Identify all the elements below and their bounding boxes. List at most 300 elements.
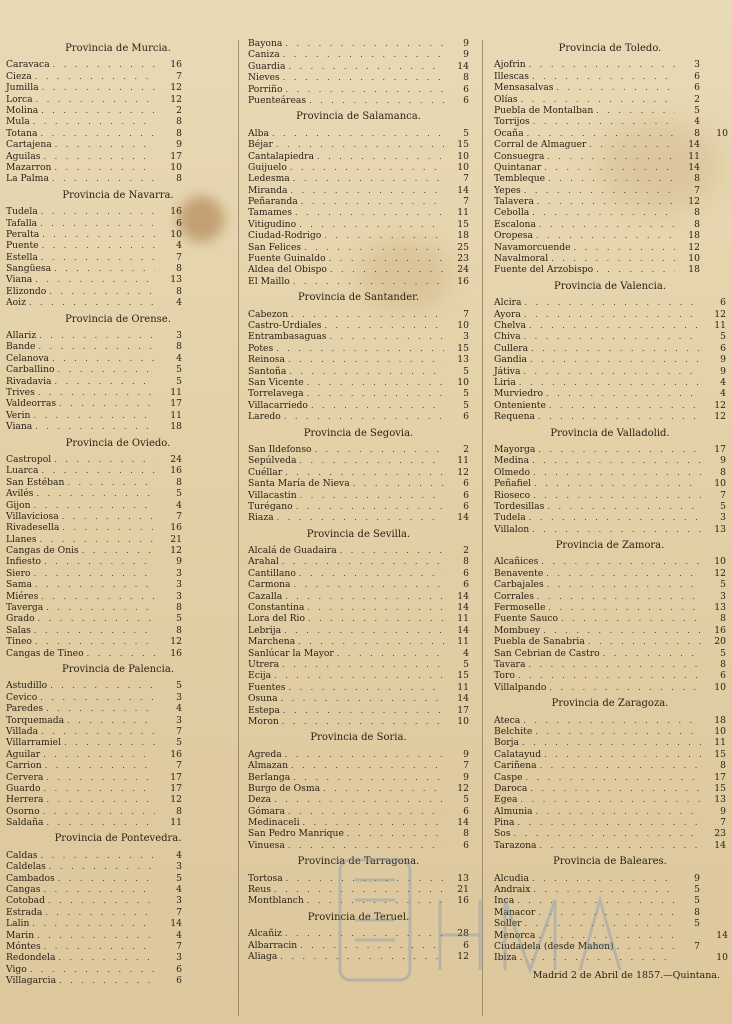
town-row bbox=[492, 501, 728, 512]
town-name: Liria bbox=[494, 376, 516, 388]
dot-leader bbox=[307, 602, 444, 613]
dot-leader bbox=[291, 309, 444, 320]
town-name: Guardo bbox=[6, 782, 41, 794]
distance-value: 4 bbox=[463, 647, 469, 659]
town-name: Tamames bbox=[248, 207, 292, 219]
town-row bbox=[246, 716, 471, 727]
town-row bbox=[4, 341, 232, 352]
town-row bbox=[4, 116, 232, 127]
distance-value: 15 bbox=[457, 342, 469, 354]
distance-value: 6 bbox=[694, 70, 700, 82]
dot-leader bbox=[44, 884, 156, 895]
dot-leader bbox=[523, 366, 701, 377]
dot-leader bbox=[603, 648, 701, 659]
town-name: Móntes bbox=[6, 941, 41, 952]
dot-leader bbox=[58, 873, 155, 884]
town-name: Toro bbox=[494, 670, 515, 682]
town-name: Gijon bbox=[6, 499, 31, 511]
town-row bbox=[492, 941, 728, 952]
town-name: Castro-Urdiales bbox=[248, 320, 322, 332]
province-section bbox=[492, 428, 728, 536]
province-section bbox=[246, 292, 471, 422]
town-name: Infiesto bbox=[6, 556, 42, 568]
distance-value: 6 bbox=[463, 839, 469, 851]
distance-value: 6 bbox=[463, 489, 469, 501]
town-row bbox=[246, 49, 471, 60]
town-row bbox=[4, 240, 232, 251]
town-name: Lalin bbox=[6, 918, 30, 930]
town-name: Tudela bbox=[494, 512, 526, 524]
dot-leader bbox=[272, 128, 444, 139]
town-row bbox=[4, 772, 232, 783]
town-name: Aliaga bbox=[248, 951, 278, 963]
town-row bbox=[246, 873, 471, 884]
distance-value: 8 bbox=[176, 116, 182, 128]
town-row bbox=[246, 556, 471, 567]
province-section bbox=[246, 111, 471, 287]
town-name: Saldaña bbox=[6, 817, 44, 829]
town-name: Estepa bbox=[248, 704, 280, 716]
province-heading: Provincia de Navarra. bbox=[62, 189, 174, 201]
town-row bbox=[492, 343, 728, 354]
dot-leader bbox=[543, 625, 701, 636]
distance-value: 14 bbox=[688, 161, 700, 173]
distance-value: 10 bbox=[714, 681, 726, 693]
province-section bbox=[4, 43, 232, 185]
town-name: Constantina bbox=[248, 602, 305, 614]
town-row bbox=[4, 918, 232, 929]
town-row bbox=[492, 444, 728, 455]
distance-value: 8 bbox=[694, 906, 700, 918]
town-name: San Cebrian de Castro bbox=[494, 647, 600, 659]
dot-leader bbox=[329, 331, 444, 342]
distance-value: 8 bbox=[720, 613, 726, 625]
town-row bbox=[4, 263, 232, 274]
town-row bbox=[246, 185, 471, 196]
dot-leader bbox=[544, 749, 701, 760]
town-name: Olmedo bbox=[494, 466, 531, 478]
town-row bbox=[4, 206, 232, 217]
column-right bbox=[492, 38, 728, 981]
town-row bbox=[492, 116, 728, 127]
town-row bbox=[4, 680, 232, 691]
town-name: Reinosa bbox=[248, 354, 285, 366]
distance-value: 4 bbox=[720, 376, 726, 388]
town-name: Carrion bbox=[6, 760, 42, 772]
province-section bbox=[4, 664, 232, 828]
town-row bbox=[492, 366, 728, 377]
dot-leader bbox=[283, 72, 444, 83]
town-row bbox=[492, 151, 728, 162]
dot-leader bbox=[47, 794, 155, 805]
town-row bbox=[4, 861, 232, 872]
dot-leader bbox=[530, 783, 701, 794]
town-name: Cotobad bbox=[6, 895, 46, 907]
town-row bbox=[246, 951, 471, 962]
distance-value: 3 bbox=[176, 861, 182, 873]
distance-value: 20 bbox=[714, 636, 726, 648]
distance-value: 12 bbox=[714, 411, 726, 423]
town-name: Sanlúcar la Mayor bbox=[248, 647, 334, 659]
town-name: San Ildefonso bbox=[248, 443, 312, 455]
dot-leader bbox=[548, 602, 701, 613]
town-row bbox=[492, 253, 728, 264]
town-row bbox=[492, 377, 728, 388]
town-row bbox=[246, 591, 471, 602]
distance-value: 5 bbox=[176, 364, 182, 376]
town-name: Villaviciosa bbox=[6, 510, 59, 522]
distance-value: 10 bbox=[170, 228, 182, 240]
distance-value: 14 bbox=[457, 512, 469, 524]
distance-value: 10 bbox=[457, 376, 469, 388]
town-name: Aguilas bbox=[6, 150, 41, 162]
dot-leader bbox=[536, 806, 701, 817]
town-row bbox=[246, 320, 471, 331]
distance-value: 11 bbox=[170, 817, 182, 829]
distance-value: 5 bbox=[463, 399, 469, 411]
town-row bbox=[492, 952, 728, 963]
dot-leader bbox=[532, 455, 701, 466]
dot-leader bbox=[41, 726, 155, 737]
distance-value: 5 bbox=[694, 104, 700, 116]
distance-value: 12 bbox=[170, 545, 182, 557]
dot-leader bbox=[288, 61, 444, 72]
dot-leader bbox=[64, 737, 155, 748]
extra-value: 10 bbox=[716, 127, 728, 139]
town-name: Burgo de Osma bbox=[248, 782, 321, 794]
town-row bbox=[492, 490, 728, 501]
dot-leader bbox=[518, 817, 701, 828]
distance-value: 6 bbox=[720, 297, 726, 309]
town-name: Murviedro bbox=[494, 388, 544, 400]
distance-value: 2 bbox=[463, 443, 469, 455]
town-row bbox=[4, 625, 232, 636]
town-name: Gómara bbox=[248, 805, 285, 817]
distance-value: 4 bbox=[176, 884, 182, 896]
town-row bbox=[246, 444, 471, 455]
town-name: Illescas bbox=[494, 70, 529, 82]
town-row bbox=[492, 783, 728, 794]
dot-leader bbox=[540, 760, 701, 771]
distance-value: 12 bbox=[688, 241, 700, 253]
dot-leader bbox=[46, 703, 155, 714]
town-name: Cullera bbox=[494, 342, 529, 354]
distance-value: 7 bbox=[463, 308, 469, 320]
distance-value: 7 bbox=[176, 725, 182, 737]
dot-leader bbox=[532, 71, 675, 82]
distance-value: 11 bbox=[457, 613, 469, 625]
distance-value: 18 bbox=[714, 714, 726, 726]
distance-value: 3 bbox=[694, 59, 700, 71]
town-name: Caravaca bbox=[6, 59, 50, 71]
town-row bbox=[246, 636, 471, 647]
dot-leader bbox=[531, 343, 701, 354]
distance-value: 10 bbox=[714, 725, 726, 737]
distance-value: 6 bbox=[463, 94, 469, 106]
town-name: Torrijos bbox=[494, 116, 530, 128]
province-section bbox=[246, 912, 471, 963]
town-row bbox=[246, 895, 471, 906]
town-name: Llanes bbox=[6, 533, 37, 545]
province-heading: Provincia de Zamora. bbox=[555, 540, 665, 552]
column-rule bbox=[482, 40, 483, 1016]
town-row bbox=[4, 613, 232, 624]
distance-value: 12 bbox=[714, 399, 726, 411]
town-row bbox=[492, 162, 728, 173]
town-name: Soller bbox=[494, 918, 522, 930]
town-name: Requena bbox=[494, 411, 535, 423]
distance-value: 5 bbox=[720, 579, 726, 591]
dot-leader bbox=[274, 670, 444, 681]
town-name: Sama bbox=[6, 579, 32, 591]
town-row bbox=[492, 659, 728, 670]
town-row bbox=[4, 151, 232, 162]
distance-value: 5 bbox=[463, 794, 469, 806]
dot-leader bbox=[44, 556, 155, 567]
town-name: Caldas bbox=[6, 849, 38, 861]
distance-value: 5 bbox=[694, 884, 700, 896]
dot-leader bbox=[58, 952, 155, 963]
town-name: Villacastin bbox=[248, 489, 297, 501]
town-name: Navamorcuende bbox=[494, 241, 571, 253]
town-row bbox=[492, 455, 728, 466]
distance-value: 8 bbox=[176, 285, 182, 297]
town-row bbox=[246, 388, 471, 399]
dot-leader bbox=[317, 151, 444, 162]
town-row bbox=[4, 218, 232, 229]
distance-value: 7 bbox=[176, 906, 182, 918]
distance-value: 9 bbox=[176, 556, 182, 568]
distance-value: 6 bbox=[720, 342, 726, 354]
dot-leader bbox=[323, 783, 444, 794]
town-row bbox=[4, 794, 232, 805]
town-name: Jumilla bbox=[6, 82, 39, 94]
dot-leader bbox=[285, 38, 444, 49]
town-name: Cantillano bbox=[248, 567, 296, 579]
town-name: Medinaceli bbox=[248, 817, 300, 829]
distance-value: 16 bbox=[170, 59, 182, 71]
town-row bbox=[246, 276, 471, 287]
dot-leader bbox=[518, 670, 701, 681]
town-name: Cebolla bbox=[494, 207, 530, 219]
town-row bbox=[492, 173, 728, 184]
town-row bbox=[4, 330, 232, 341]
town-name: Sepúlveda bbox=[248, 455, 297, 467]
town-row bbox=[4, 591, 232, 602]
province-heading: Provincia de Valencia. bbox=[553, 280, 667, 292]
dot-leader bbox=[281, 693, 444, 704]
distance-value: 17 bbox=[170, 150, 182, 162]
dot-leader bbox=[286, 873, 444, 884]
distance-value: 8 bbox=[694, 173, 700, 185]
town-name: Puenteáreas bbox=[248, 94, 307, 106]
dot-leader bbox=[277, 512, 444, 523]
distance-value: 12 bbox=[170, 93, 182, 105]
town-name: Olías bbox=[494, 93, 518, 105]
dot-leader bbox=[337, 648, 444, 659]
dot-leader bbox=[556, 82, 675, 93]
town-name: Egea bbox=[494, 794, 518, 806]
town-name: Miéres bbox=[6, 590, 39, 602]
town-row bbox=[246, 682, 471, 693]
distance-value: 11 bbox=[170, 409, 182, 421]
dot-leader bbox=[35, 579, 155, 590]
dot-leader bbox=[41, 252, 155, 263]
dot-leader bbox=[54, 162, 155, 173]
town-row bbox=[246, 512, 471, 523]
distance-value: 12 bbox=[714, 308, 726, 320]
distance-value: 9 bbox=[720, 365, 726, 377]
dot-leader bbox=[520, 952, 675, 963]
town-name: Viana bbox=[6, 274, 33, 286]
dot-leader bbox=[525, 918, 675, 929]
dot-leader bbox=[42, 82, 155, 93]
town-name: Menorca bbox=[494, 929, 536, 941]
town-row bbox=[492, 648, 728, 659]
distance-value: 3 bbox=[176, 714, 182, 726]
dot-leader bbox=[589, 139, 675, 150]
distance-value: 5 bbox=[720, 647, 726, 659]
dot-leader bbox=[544, 162, 675, 173]
town-row bbox=[492, 556, 728, 567]
dot-leader bbox=[41, 591, 155, 602]
town-row bbox=[492, 512, 728, 523]
dot-leader bbox=[301, 196, 444, 207]
town-row bbox=[246, 625, 471, 636]
town-name: Cevico bbox=[6, 691, 38, 703]
distance-value: 12 bbox=[688, 196, 700, 208]
province-section bbox=[492, 540, 728, 693]
town-row bbox=[4, 500, 232, 511]
town-name: Santoña bbox=[248, 365, 287, 377]
town-row bbox=[492, 242, 728, 253]
town-name: La Palma bbox=[6, 173, 49, 185]
town-row bbox=[4, 907, 232, 918]
town-row bbox=[492, 185, 728, 196]
distance-value: 14 bbox=[170, 918, 182, 930]
dot-leader bbox=[44, 151, 155, 162]
town-name: Alcudia bbox=[494, 872, 529, 884]
town-row bbox=[492, 354, 728, 365]
dot-leader bbox=[538, 930, 675, 941]
distance-value: 14 bbox=[714, 839, 726, 851]
town-name: Béjar bbox=[248, 139, 273, 151]
dot-leader bbox=[529, 320, 701, 331]
town-row bbox=[4, 556, 232, 567]
town-row bbox=[4, 783, 232, 794]
dot-leader bbox=[300, 490, 444, 501]
dot-leader bbox=[276, 139, 444, 150]
distance-value: 6 bbox=[463, 805, 469, 817]
province-heading: Provincia de Murcia. bbox=[65, 43, 171, 54]
town-name: Paredes bbox=[6, 703, 44, 715]
distance-value: 12 bbox=[170, 794, 182, 806]
dot-leader bbox=[55, 139, 155, 150]
town-name: Astudillo bbox=[6, 680, 48, 692]
town-row bbox=[4, 465, 232, 476]
dot-leader bbox=[67, 477, 155, 488]
town-row bbox=[246, 783, 471, 794]
town-row bbox=[4, 760, 232, 771]
dot-leader bbox=[311, 400, 444, 411]
province-heading: Provincia de Zaragoza. bbox=[551, 698, 669, 710]
town-row bbox=[4, 749, 232, 760]
town-name: Redondela bbox=[6, 952, 56, 964]
distance-value: 16 bbox=[457, 895, 469, 907]
distance-value: 9 bbox=[463, 49, 469, 61]
town-row bbox=[246, 219, 471, 230]
town-name: Oropesa bbox=[494, 230, 533, 242]
dot-leader bbox=[347, 828, 444, 839]
distance-value: 5 bbox=[176, 737, 182, 749]
town-row bbox=[4, 162, 232, 173]
distance-value: 6 bbox=[463, 478, 469, 490]
dot-leader bbox=[532, 873, 675, 884]
dot-leader bbox=[528, 659, 701, 670]
dot-leader bbox=[289, 366, 444, 377]
distance-value: 16 bbox=[170, 748, 182, 760]
dot-leader bbox=[617, 941, 675, 952]
dot-leader bbox=[32, 918, 155, 929]
town-row bbox=[246, 38, 471, 49]
town-name: Reus bbox=[248, 884, 271, 896]
distance-value: 15 bbox=[457, 218, 469, 230]
distance-value: 13 bbox=[714, 523, 726, 535]
distance-value: 5 bbox=[694, 918, 700, 930]
town-row bbox=[4, 353, 232, 364]
town-row bbox=[246, 400, 471, 411]
dot-leader bbox=[588, 636, 701, 647]
dot-leader bbox=[547, 501, 701, 512]
province-section bbox=[4, 314, 232, 433]
dot-leader bbox=[574, 242, 675, 253]
town-row bbox=[492, 139, 728, 150]
town-name: Fuente Guinaldo bbox=[248, 253, 326, 265]
town-name: Villalpando bbox=[494, 681, 547, 693]
town-name: Rivadavia bbox=[6, 375, 52, 387]
town-name: Cartajena bbox=[6, 139, 52, 151]
dot-leader bbox=[59, 975, 155, 986]
dot-leader bbox=[62, 511, 155, 522]
town-row bbox=[492, 568, 728, 579]
dot-leader bbox=[55, 376, 156, 387]
distance-value: 16 bbox=[170, 647, 182, 659]
town-row bbox=[246, 659, 471, 670]
town-name: Mayorga bbox=[494, 443, 536, 455]
distance-value: 14 bbox=[457, 817, 469, 829]
town-row bbox=[492, 715, 728, 726]
town-row bbox=[492, 400, 728, 411]
town-row bbox=[492, 71, 728, 82]
town-row bbox=[492, 806, 728, 817]
town-row bbox=[4, 895, 232, 906]
distance-value: 7 bbox=[176, 941, 182, 952]
province-heading: Provincia de Sevilla. bbox=[306, 528, 411, 540]
town-name: Utrera bbox=[248, 658, 280, 670]
dot-leader bbox=[547, 579, 701, 590]
dot-leader bbox=[522, 737, 701, 748]
distance-value: 8 bbox=[694, 207, 700, 219]
dot-leader bbox=[521, 794, 701, 805]
dot-leader bbox=[299, 568, 444, 579]
distance-value: 7 bbox=[176, 510, 182, 522]
town-row bbox=[246, 84, 471, 95]
town-name: Fuente del Arzobispo bbox=[494, 264, 594, 276]
dot-leader bbox=[40, 534, 155, 545]
town-name: Herrera bbox=[6, 794, 44, 806]
distance-value: 23 bbox=[457, 253, 469, 265]
town-name: Pina bbox=[494, 817, 515, 829]
